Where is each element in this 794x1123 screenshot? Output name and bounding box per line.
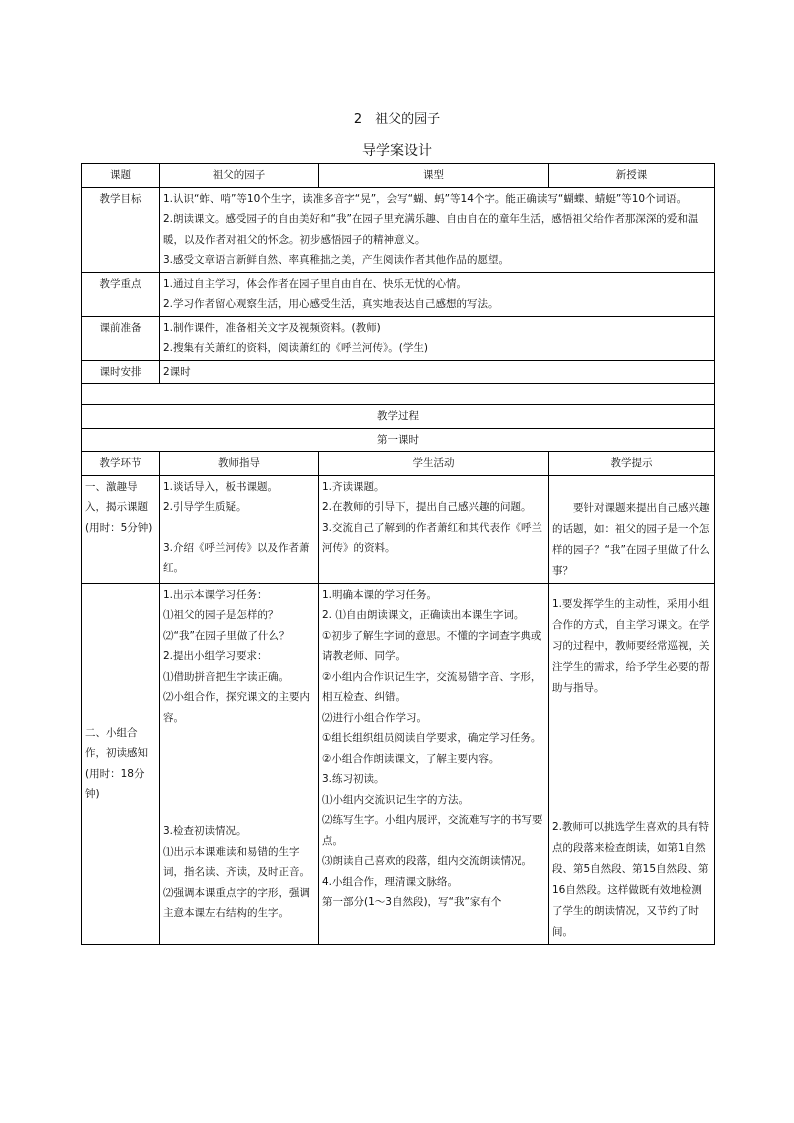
- section-one-tip: [549, 475, 715, 583]
- teacher-step: ⑴出示本课难读和易错的生字词，指名读、齐读，及时正音。: [163, 845, 310, 878]
- student-step: 1.齐读课题。: [322, 480, 385, 493]
- student-step: ①初步了解生字词的意思。不懂的字词查字典或请教老师、同学。: [322, 629, 542, 662]
- document-title: 2 祖父的园子: [353, 112, 441, 127]
- process-title: 教学过程: [82, 405, 715, 429]
- section-two-label: 二、小组合作，初读感知(用时：18分钟): [82, 583, 160, 944]
- section-one-label: 一、激趣导入，揭示课题(用时：5分钟): [82, 475, 160, 583]
- teacher-step: ⑵强调本课重点字的字形，强调主意本课左右结构的生字。: [163, 886, 310, 919]
- key-points-cell: [160, 272, 715, 316]
- teacher-step: 1.出示本课学习任务：: [163, 588, 268, 601]
- preparation-cell: [160, 316, 715, 360]
- preparation-item: 2.搜集有关萧红的资料，阅读萧红的《呼兰河传》。(学生): [163, 342, 428, 354]
- student-step: ①组长组织组员阅读自学要求，确定学习任务。: [322, 732, 542, 744]
- section-one-student: [319, 475, 549, 583]
- lesson-plan-table: [81, 163, 715, 945]
- key-points-label: 教学重点: [82, 272, 160, 316]
- teacher-step: 3.介绍《呼兰河传》以及作者萧红。: [163, 541, 310, 574]
- goals-cell: [160, 187, 715, 272]
- teacher-step: ⑴借助拼音把生字读正确。: [163, 670, 289, 683]
- tip-text: 1.要发挥学生的主动性，采用小组合作的方式，自主学习课文。在学习的过程中，教师要经常巡视，关注学生的需求，给予学生必要的帮助与指导。: [552, 597, 710, 694]
- tip-text: 2.教师可以挑选学生喜欢的具有特点的段落来检查朗读，如第1自然段、第5自然段、第15自然段、第16自然段。这样做既有效地检测了学生的朗读情况，又节约了时间。: [552, 820, 710, 938]
- teacher-step: 3.检查初读情况。: [163, 825, 247, 837]
- student-step: 4.小组合作，理清课文脉络。: [322, 875, 459, 888]
- student-step: ⑴小组内交流识记生字的方法。: [322, 793, 469, 806]
- schedule-value: 2课时: [160, 360, 715, 384]
- teacher-step: ⑵小组合作，探究课文的主要内容。: [163, 691, 310, 724]
- header-teacher: 教师指导: [160, 452, 319, 476]
- document-subtitle: 导学案设计: [362, 143, 432, 159]
- goal-item: 1.认识“蚱、啃”等10个生字，读准多音字“晃”，会写“蝴、蚂”等14个字。能正确读写“蝴蝶、蜻蜓”等10个词语。: [163, 192, 688, 205]
- preparation-item: 1.制作课件，准备相关文字及视频资料。(教师): [163, 321, 381, 334]
- student-step: ⑶朗读自己喜欢的段落，组内交流朗读情况。: [322, 855, 532, 867]
- goal-item: 3.感受文章语言新鲜自然、率真稚拙之美，产生阅读作者其他作品的愿望。: [163, 254, 510, 266]
- header-tips: 教学提示: [549, 452, 715, 476]
- teacher-step: ⑴祖父的园子是怎样的？: [163, 609, 279, 621]
- teacher-step: 2.引导学生质疑。: [163, 501, 247, 513]
- goals-label: 教学目标: [82, 187, 160, 272]
- header-stage: 教学环节: [82, 452, 160, 476]
- goal-item: 2.朗读课文。感受园子的自由美好和“我”在园子里充满乐趣、自由自在的童年生活，感悟祖父给作者那深深的爱和温暖，以及作者对祖父的怀念。初步感悟园子的精神意义。: [163, 213, 699, 246]
- teacher-step: 2.提出小组学习要求：: [163, 650, 268, 662]
- student-step: 第一部分(1～3自然段)，写“我”家有个: [322, 896, 502, 908]
- header-student: 学生活动: [319, 452, 549, 476]
- section-two-tips: [549, 583, 715, 944]
- student-step: ⑵练写生字。小组内展评，交流难写字的书写要点。: [322, 814, 543, 847]
- lesson-one-title: 第一课时: [82, 428, 715, 452]
- spacer: [163, 518, 315, 538]
- student-step: 2. ⑴自由朗读课文，正确读出本课生字词。: [322, 609, 525, 621]
- topic-header: 课题: [82, 164, 160, 188]
- section-two-student: [319, 583, 549, 944]
- student-step: 2.在教师的引导下，提出自己感兴趣的问题。: [322, 501, 532, 513]
- key-point-item: 2.学习作者留心观察生活，用心感受生活，真实地表达自己感想的写法。: [163, 298, 499, 310]
- section-one-teacher: [160, 475, 319, 583]
- student-step: ②小组内合作识记生字，交流易错字音、字形，相互检查、纠错。: [322, 670, 542, 703]
- student-step: ②小组合作朗读课文，了解主要内容。: [322, 752, 500, 765]
- key-point-item: 1.通过自主学习，体会作者在园子里自由自在、快乐无忧的心情。: [163, 277, 468, 290]
- student-step: 3.交流自己了解到的作者萧红和其代表作《呼兰河传》的资料。: [322, 521, 543, 554]
- student-step: 1.明确本课的学习任务。: [322, 588, 438, 601]
- spacer: [552, 699, 711, 817]
- topic-value: 祖父的园子: [160, 164, 319, 188]
- tip-text: 要针对课题来提出自己感兴趣的话题，如：祖父的园子是一个怎样的园子？“我”在园子里做了什么事？: [552, 501, 710, 577]
- teacher-step: ⑵“我”在园子里做了什么？: [163, 629, 290, 642]
- student-step: 3.练习初读。: [322, 773, 385, 785]
- spacer: [163, 728, 315, 821]
- student-step: ⑵进行小组合作学习。: [322, 711, 427, 724]
- preparation-label: 课前准备: [82, 316, 160, 360]
- spacer-row: [82, 384, 715, 405]
- lesson-type-header: 课型: [319, 164, 549, 188]
- lesson-type-value: 新授课: [549, 164, 715, 188]
- section-two-teacher: [160, 583, 319, 944]
- schedule-label: 课时安排: [82, 360, 160, 384]
- teacher-step: 1.谈话导入，板书课题。: [163, 480, 279, 493]
